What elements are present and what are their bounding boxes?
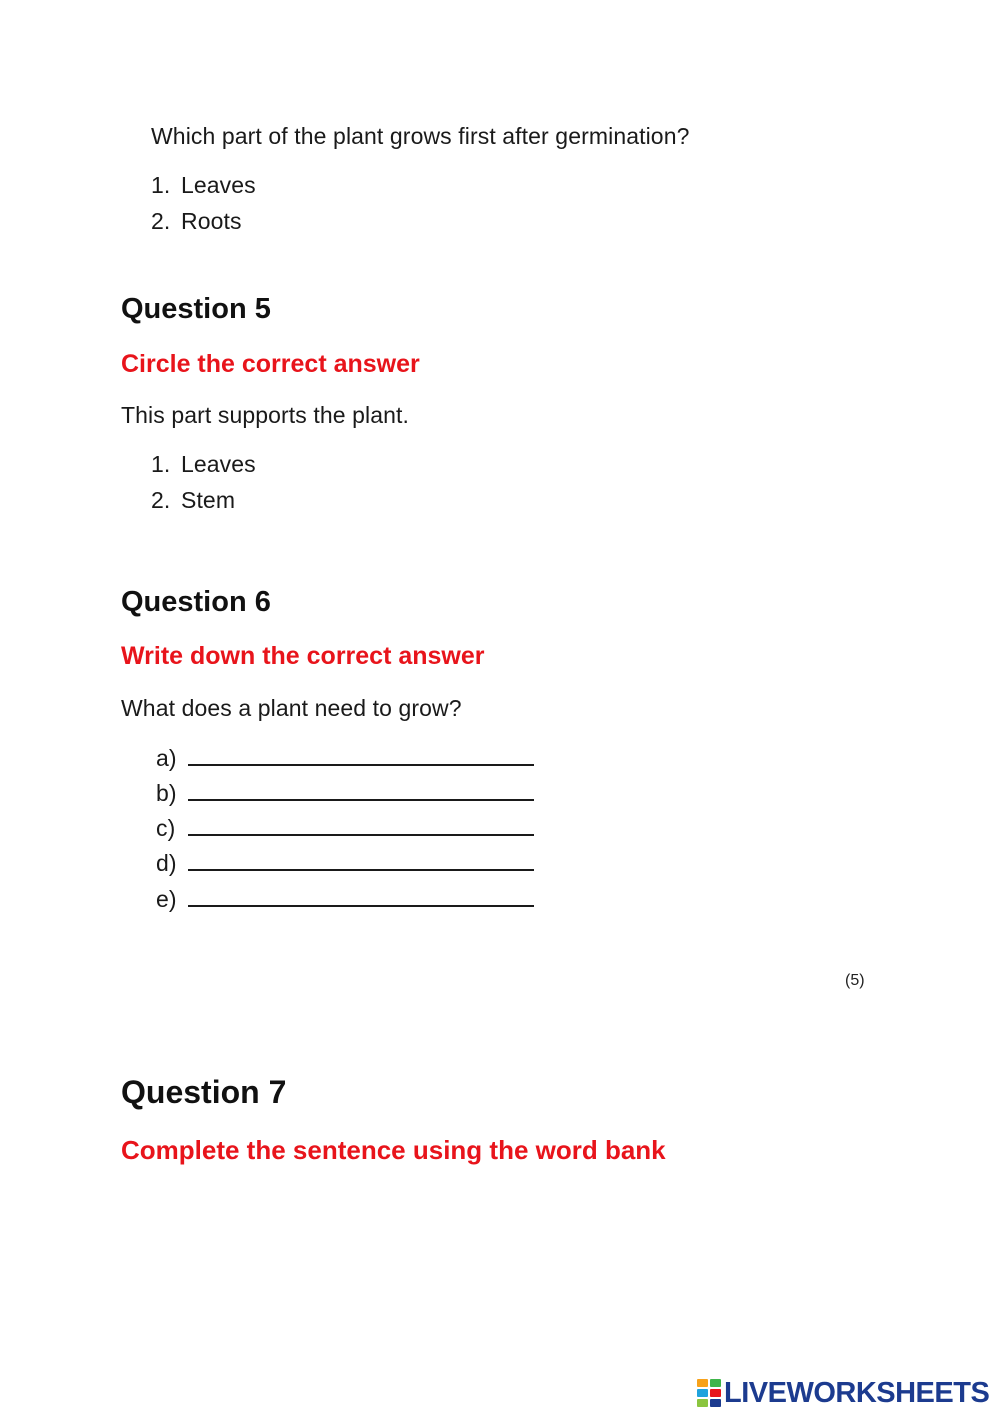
logo-text: LIVEWORKSHEETS — [724, 1376, 990, 1409]
blank-letter: c) — [156, 815, 176, 841]
option-text: Leaves — [181, 451, 256, 477]
q6-instruction: Write down the correct answer — [121, 642, 485, 670]
option-number: 1. — [151, 451, 171, 477]
q5-instruction: Circle the correct answer — [121, 350, 420, 378]
answer-line[interactable] — [188, 746, 534, 766]
q6-question-text: What does a plant need to grow? — [121, 695, 462, 721]
answer-line[interactable] — [188, 816, 534, 836]
answer-line[interactable] — [188, 851, 534, 871]
q7-instruction: Complete the sentence using the word bank — [121, 1135, 666, 1165]
q7-heading: Question 7 — [121, 1074, 287, 1110]
q5-heading: Question 5 — [121, 293, 271, 325]
q4-question-text: Which part of the plant grows first after germination? — [151, 123, 690, 149]
q5-question-text: This part supports the plant. — [121, 402, 409, 428]
liveworksheets-logo-icon — [697, 1379, 721, 1407]
option-number: 1. — [151, 172, 171, 198]
blank-letter: b) — [156, 780, 177, 806]
q6-marks: (5) — [845, 972, 865, 989]
liveworksheets-logo — [697, 1378, 989, 1408]
q6-blank-e — [156, 886, 534, 913]
blank-letter: e) — [156, 886, 177, 912]
q6-blank-a — [156, 745, 534, 772]
q5-option-2 — [151, 487, 235, 514]
blank-letter: a) — [156, 745, 177, 771]
q6-blank-d — [156, 850, 534, 877]
q4-option-1 — [151, 172, 256, 199]
q4-option-2 — [151, 208, 242, 235]
q5-option-1 — [151, 451, 256, 478]
q6-blank-b — [156, 780, 534, 807]
answer-line[interactable] — [188, 781, 534, 801]
q6-blank-c — [156, 815, 534, 842]
q6-heading: Question 6 — [121, 586, 271, 618]
blank-letter: d) — [156, 850, 177, 876]
option-text: Stem — [181, 487, 236, 513]
option-number: 2. — [151, 208, 171, 234]
option-text: Roots — [181, 208, 242, 234]
option-text: Leaves — [181, 172, 256, 198]
answer-line[interactable] — [188, 887, 534, 907]
option-number: 2. — [151, 487, 171, 513]
